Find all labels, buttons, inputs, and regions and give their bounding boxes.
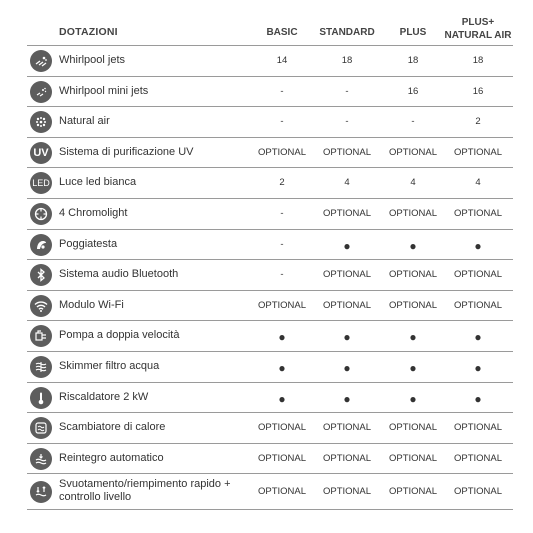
table-row — [27, 77, 513, 108]
value-plus-natural-air: 4 — [475, 177, 481, 189]
value-standard: OPTIONAL — [322, 452, 372, 464]
feature-label: Svuotamento/riempimento rapido + controllo livello — [59, 478, 231, 504]
table-row — [27, 46, 513, 77]
value-basic: OPTIONAL — [257, 146, 307, 158]
value-standard: ● — [343, 330, 351, 345]
value-standard: ● — [343, 360, 351, 375]
pump-icon — [30, 325, 52, 347]
value-standard: 18 — [341, 55, 353, 66]
water-refill-icon — [30, 448, 52, 470]
chromolight-icon — [30, 203, 52, 225]
value-plus: OPTIONAL — [388, 146, 438, 158]
value-plus-natural-air: 2 — [475, 116, 481, 128]
air-bubbles-icon — [30, 111, 52, 133]
value-basic: OPTIONAL — [257, 452, 307, 464]
feature-label: Scambiatore di calore — [59, 421, 166, 434]
value-plus-natural-air: OPTIONAL — [453, 146, 503, 158]
feature-label: Pompa a doppia velocità — [59, 329, 180, 342]
value-basic: OPTIONAL — [257, 486, 307, 498]
header-plus: PLUS — [399, 27, 427, 38]
value-plus-natural-air: OPTIONAL — [453, 452, 503, 464]
value-basic: - — [280, 238, 284, 250]
heat-exchanger-icon — [30, 417, 52, 439]
table-row — [27, 168, 513, 199]
value-basic: - — [280, 207, 284, 219]
feature-label: Sistema di purificazione UV — [59, 145, 194, 158]
value-basic: ● — [278, 330, 286, 345]
feature-label: Whirlpool jets — [59, 54, 126, 66]
value-basic: ● — [278, 391, 286, 406]
table-row — [27, 383, 513, 414]
feature-label: Poggiatesta — [59, 237, 118, 250]
value-basic: ● — [278, 360, 286, 375]
value-standard: - — [345, 85, 349, 97]
value-standard: OPTIONAL — [322, 146, 372, 158]
jets-icon — [30, 50, 52, 72]
uv-icon: UV — [30, 142, 52, 164]
value-plus-natural-air: 16 — [472, 85, 484, 97]
value-basic: - — [280, 85, 284, 97]
table-row — [27, 413, 513, 444]
heater-icon — [30, 387, 52, 409]
value-standard: 4 — [344, 177, 350, 189]
value-standard: - — [345, 116, 349, 128]
table-row — [27, 352, 513, 383]
header-title: DOTAZIONI — [59, 26, 118, 38]
feature-label: Sistema audio Bluetooth — [59, 268, 179, 281]
value-plus-natural-air: OPTIONAL — [453, 486, 503, 498]
value-plus: OPTIONAL — [388, 452, 438, 464]
table-row — [27, 291, 513, 322]
table-row — [27, 474, 513, 510]
bluetooth-icon — [30, 264, 52, 286]
table-row — [27, 230, 513, 261]
value-plus: - — [411, 116, 415, 128]
feature-label: Whirlpool mini jets — [59, 84, 149, 97]
table-row — [27, 444, 513, 475]
mini-jets-icon — [30, 81, 52, 103]
value-standard: OPTIONAL — [322, 269, 372, 281]
value-plus: 18 — [407, 55, 419, 66]
value-plus-natural-air: ● — [474, 360, 482, 375]
value-basic: OPTIONAL — [257, 422, 307, 434]
value-basic: 2 — [279, 177, 285, 189]
led-icon: LED — [30, 172, 52, 194]
value-plus: OPTIONAL — [388, 207, 438, 219]
value-plus-natural-air: ● — [474, 391, 482, 406]
value-plus-natural-air: OPTIONAL — [453, 299, 503, 311]
value-standard: ● — [343, 238, 351, 253]
value-plus-natural-air: OPTIONAL — [453, 207, 503, 219]
value-plus-natural-air: ● — [474, 330, 482, 345]
value-basic: 14 — [276, 55, 288, 66]
header-basic: BASIC — [266, 27, 298, 38]
value-plus: 4 — [410, 177, 416, 189]
value-plus: OPTIONAL — [388, 486, 438, 498]
value-basic: OPTIONAL — [257, 299, 307, 311]
features-table — [27, 14, 513, 510]
value-plus-natural-air: OPTIONAL — [453, 422, 503, 434]
header-standard: STANDARD — [319, 27, 375, 38]
value-plus: OPTIONAL — [388, 299, 438, 311]
feature-label: Riscaldatore 2 kW — [59, 390, 149, 403]
feature-label: Luce led bianca — [59, 176, 137, 189]
value-plus: ● — [409, 330, 417, 345]
value-standard: OPTIONAL — [322, 299, 372, 311]
wifi-icon — [30, 295, 52, 317]
value-standard: OPTIONAL — [322, 207, 372, 219]
value-plus: OPTIONAL — [388, 422, 438, 434]
header-plus-natural-air: PLUS+ NATURAL AIR — [444, 17, 512, 41]
value-plus-natural-air: ● — [474, 238, 482, 253]
table-row — [27, 138, 513, 169]
table-row — [27, 321, 513, 352]
table-row — [27, 199, 513, 230]
value-standard: OPTIONAL — [322, 486, 372, 498]
value-plus: ● — [409, 360, 417, 375]
skimmer-icon — [30, 356, 52, 378]
feature-label: 4 Chromolight — [59, 206, 128, 219]
value-plus: ● — [409, 391, 417, 406]
headrest-icon — [30, 234, 52, 256]
value-plus-natural-air: 18 — [472, 55, 484, 66]
value-basic: - — [280, 269, 284, 281]
value-plus: 16 — [407, 85, 419, 97]
feature-label: Modulo Wi-Fi — [59, 298, 124, 311]
value-standard: OPTIONAL — [322, 422, 372, 434]
feature-label: Natural air — [59, 115, 110, 128]
value-standard: ● — [343, 391, 351, 406]
feature-label: Skimmer filtro acqua — [59, 359, 160, 372]
table-row — [27, 107, 513, 138]
value-basic: - — [280, 116, 284, 128]
drain-fill-icon — [30, 481, 52, 503]
value-plus-natural-air: OPTIONAL — [453, 269, 503, 281]
table-row — [27, 260, 513, 291]
value-plus: OPTIONAL — [388, 269, 438, 281]
feature-label: Reintegro automatico — [59, 451, 164, 464]
table-header — [27, 14, 513, 46]
value-plus: ● — [409, 238, 417, 253]
